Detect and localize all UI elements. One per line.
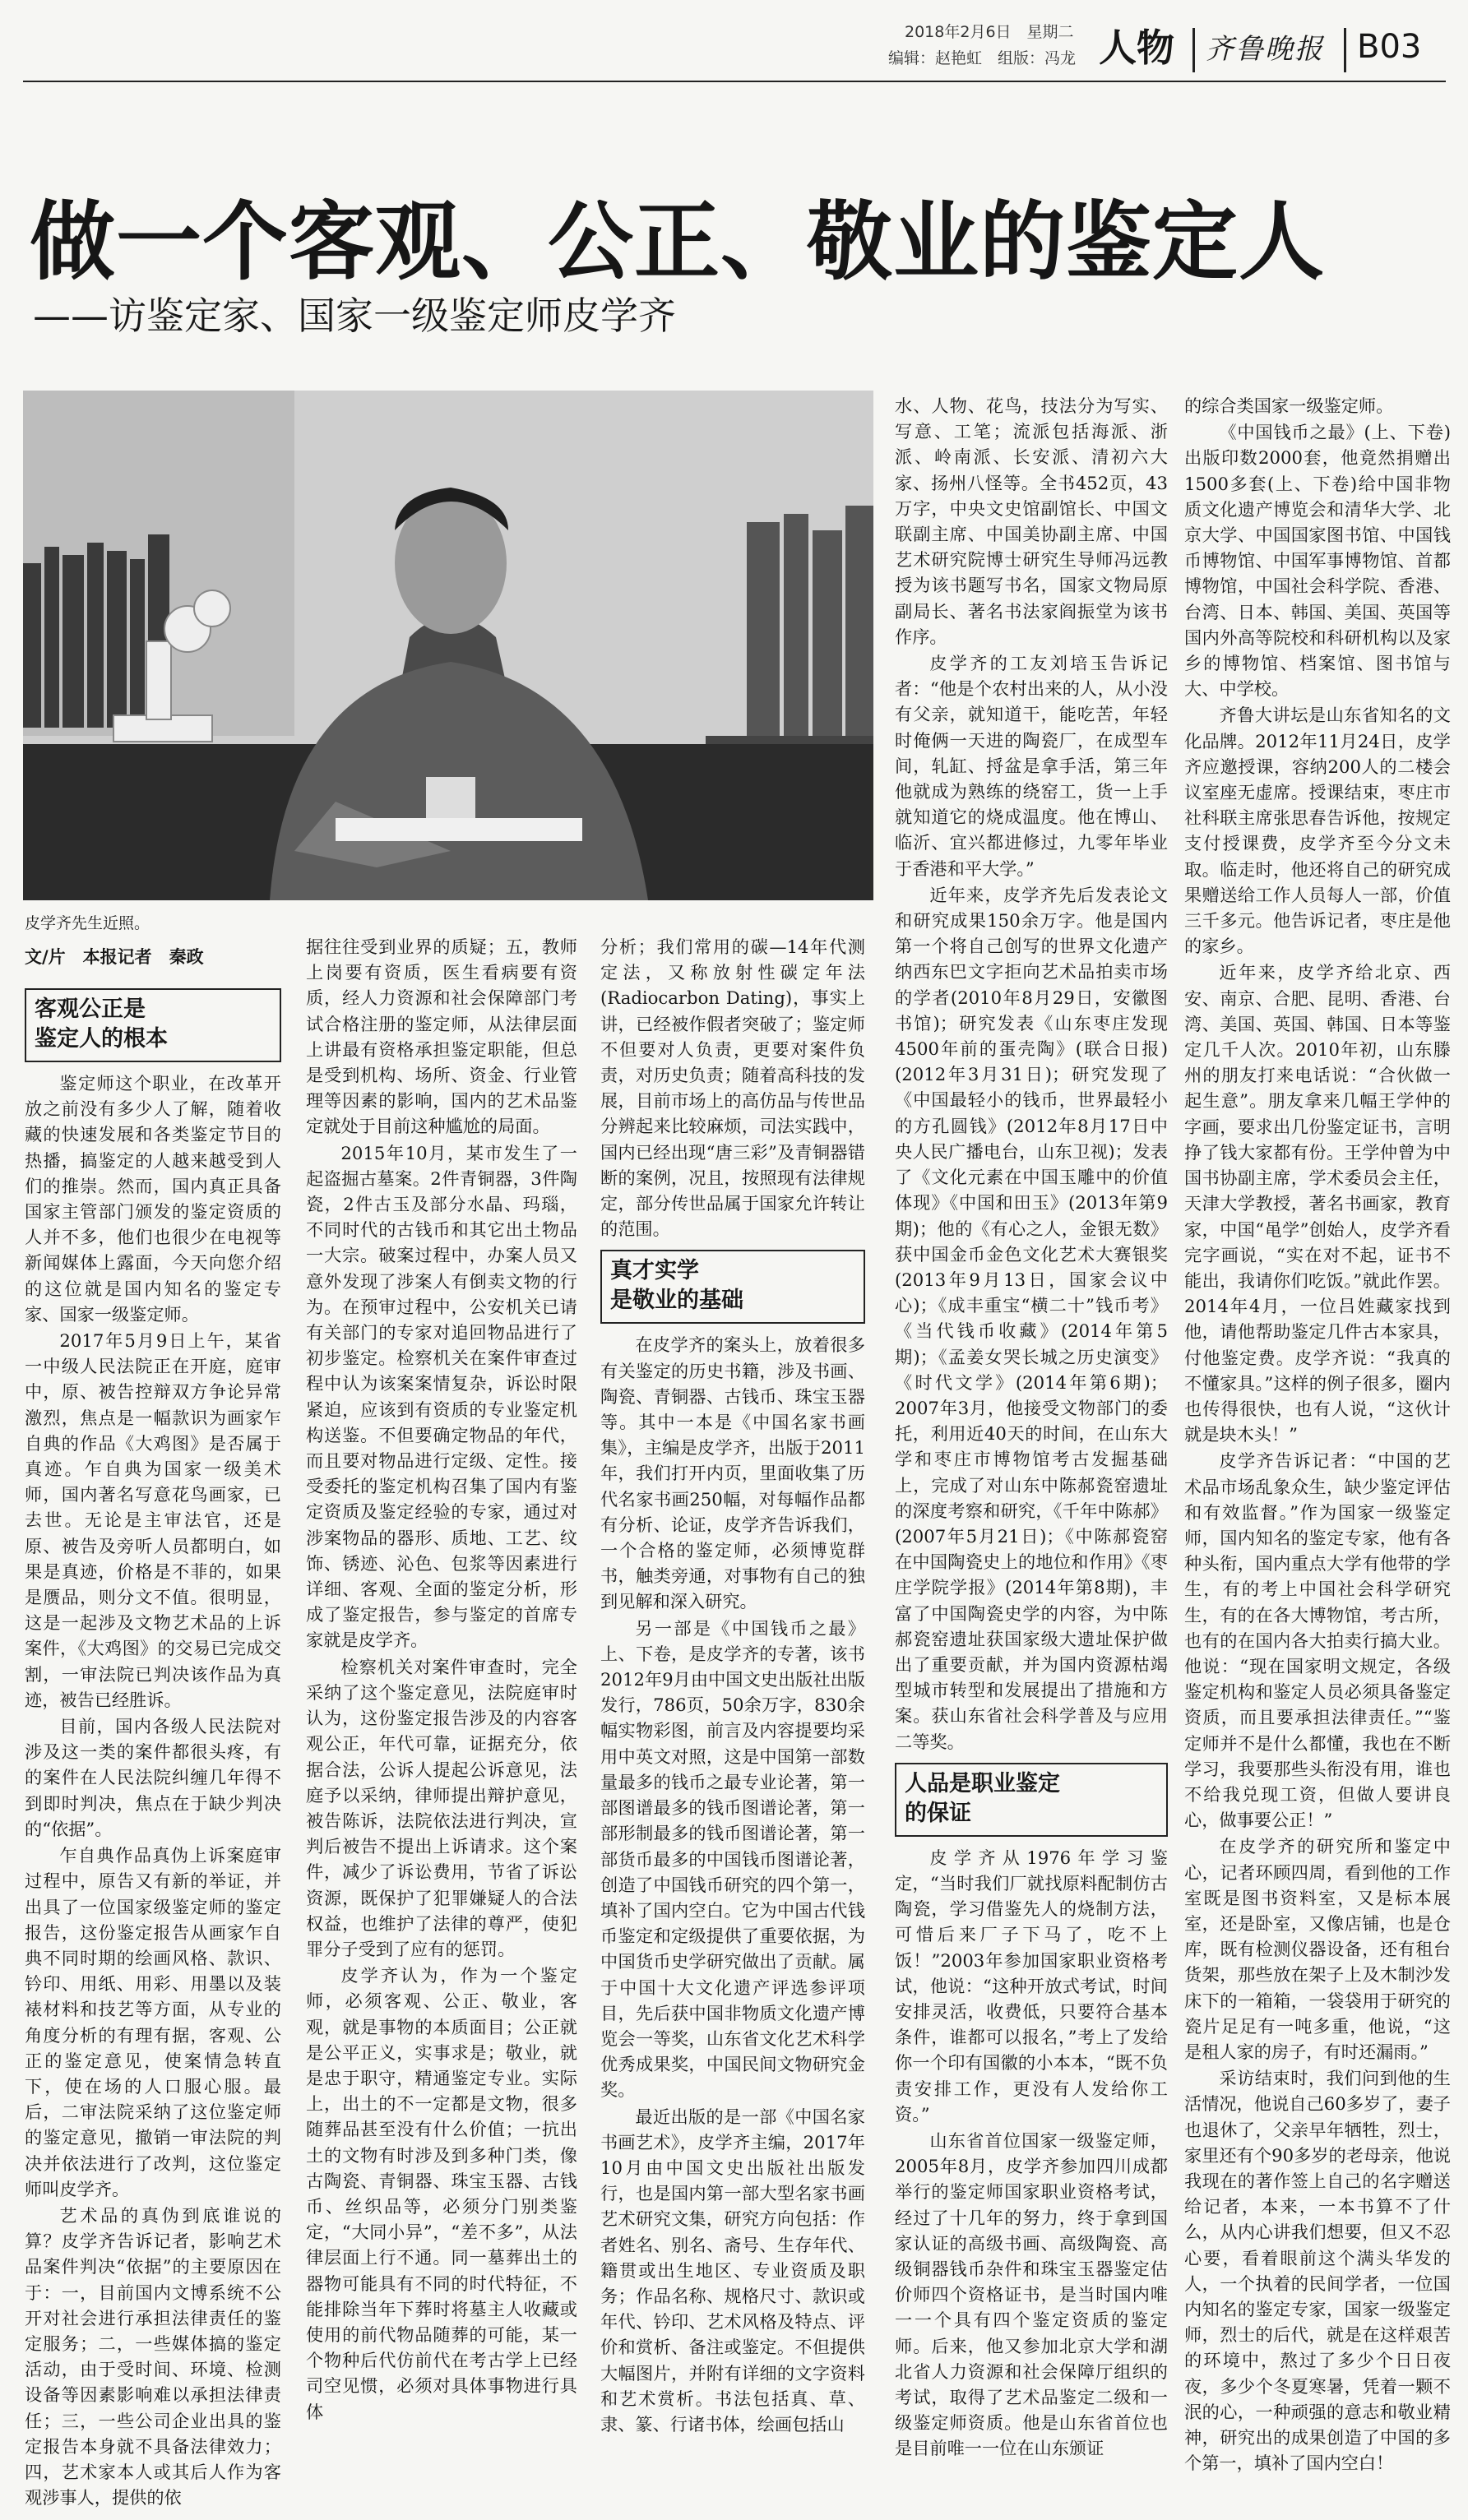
subheading-line: 客观公正是 xyxy=(35,996,146,1022)
paragraph: 2015年10月，某市发生了一起盗掘古墓案。2件青铜器，3件陶瓷，2件古玉及部分水晶、玛瑙，不同时代的古钱币和其它出土物品一大宗。破案过程中，办案人员又意外发现了涉案人有倒卖文物的行为。在预审过程中，公安机关已请有关部门的专家对追回物品进行了初步鉴定。检察机关在案件审查过程中认为该案案情复杂，诉讼时限紧迫，应该到有资质的专业鉴定机构送鉴。不但要确定物品的年代，而且要对物品进行定级、定性。接受委托的鉴定机构召集了国内有鉴定资质及鉴定经验的专家，通过对涉案物品的器形、质地、工艺、纹饰、锈迹、沁色、包浆等因素进行详细、客观、全面的鉴定分析，形成了鉴定报告，参与鉴定的首席专家就是皮学齐。 xyxy=(306,1142,577,1651)
header-divider xyxy=(1192,28,1195,72)
subheading-line: 的保证 xyxy=(905,1800,971,1826)
section-name: 人物 xyxy=(1099,25,1174,70)
paragraph: 山东省首位国家一级鉴定师，2005年8月，皮学齐参加四川成都举行的鉴定师国家职业资格考试，经过了十几年的努力，终于拿到国家认证的高级书画、高级陶瓷、高级铜器钱币杂件和珠宝玉器鉴定估价师四个资格证书，是当时国内唯一一个具有四个鉴定资质的鉴定师。后来，他又参加北京大学和湖北省人力资源和社会保障厅组织的考试，取得了艺术品鉴定二级和一级鉴定师资质。他是山东省首位也是目前唯一一位在山东颁证 xyxy=(895,2130,1168,2459)
paragraph: 最近出版的是一部《中国名家书画艺术》，皮学齐主编，2017年10月由中国文史出版社出版发行，也是国内第一部大型名家书画艺术研究文集，研究方向包括：作者姓名、别名、斋号、生存年代、籍贯或出生地区、专业资质及职务；作品名称、规格尺寸、款识或年代、钤印、艺术风格及特点、评价和赏析、备注或鉴定。不但提供大幅图片，并附有详细的文字资料和艺术赏析。书法包括真、草、隶、篆、行诸书体，绘画包括山 xyxy=(600,2106,865,2434)
newspaper-name: 齐鲁晚报 xyxy=(1206,33,1324,66)
paragraph: 齐鲁大讲坛是山东省知名的文化品牌。2012年11月24日，皮学齐应邀授课，容纳200人的二楼会议室座无虚席。授课结束，枣庄市社科联主席张思春告诉他，按规定支付授课费，皮学齐至今分文未取。临走时，他还将自己的研究成果赠送给工作人员每人一部，价值三千多元。他告诉记者，枣庄是他的家乡。 xyxy=(1184,705,1451,957)
paragraph: 水、人物、花鸟，技法分为写实、写意、工笔；流派包括海派、浙派、岭南派、长安派、清初六大家、扬州八怪等。全书452页，43万字，中央文史馆副馆长、中国文联副主席、中国美协副主席、中国艺术研究院博士研究生导师冯远教授为该书题写书名，国家文物局原副局长、著名书法家阎振堂为该书作序。 xyxy=(895,395,1168,647)
paragraph: 分析；我们常用的碳—14年代测定法，又称放射性碳定年法(Radiocarbon Dating)，事实上讲，已经被作假者突破了；鉴定师不但要对人负责，更要对案件负责，对历史负责；随着高科技的发展，目前市场上的高仿品与传世品分辨起来比较麻烦，司法实践中，国内已经出现“唐三彩”及青铜器错断的案例，况且，按照现有法律规定，部分传世品属于国家允许转让的范围。 xyxy=(600,936,865,1240)
byline: 文/片 本报记者 秦政 xyxy=(25,947,204,967)
paragraph: 皮学齐从1976年学习鉴定，“当时我们厂就找原料配制仿古陶瓷，学习借鉴先人的烧制方法，可惜后来厂子下马了，吃不上饭！”2003年参加国家职业资格考试，他说：“这种开放式考试，时间安排灵活，收费低，只要符合基本条件，谁都可以报名，”考上了发给你一个印有国徽的小本本，“既不负责安排工作，更没有人发给你工资。” xyxy=(895,1847,1168,2125)
article-column-4 xyxy=(895,393,1168,2509)
headline: 做一个客观、公正、敬业的鉴定人 xyxy=(30,192,1326,292)
subheading-objective xyxy=(25,988,281,1062)
paragraph: 皮学齐认为，作为一个鉴定师，必须客观、公正、敬业，客观，就是事物的本质面目；公正就是公平正义，实事求是；敬业，就是忠于职守，精通鉴定专业。实际上，出土的不一定都是文物，很多随葬品甚至没有什么价值；一抗出土的文物有时涉及到多种门类，像古陶瓷、青铜器、珠宝玉器、古钱币、丝织品等，必须分门别类鉴定，“大同小异”，“差不多”，从法律层面上行不通。同一墓葬出土的器物可能具有不同的时代特征，不能排除当年下葬时将墓主人收藏或使用的前代物品随葬的可能，某一个物种后代仿前代在考古学上已经司空见惯，必须对具体事物进行具体 xyxy=(306,1965,577,2422)
editor-line: 编辑：赵艳虹 组版：冯龙 xyxy=(888,49,1077,67)
header-divider xyxy=(1344,28,1346,72)
sub-headline: ——访鉴定家、国家一级鉴定师皮学齐 xyxy=(33,294,676,338)
header-rule xyxy=(23,81,1446,82)
paragraph: 皮学齐的工友刘培玉告诉记者：“他是个农村出来的人，从小没有父亲，就知道干，能吃苦，年轻时俺俩一天进的陶瓷厂，在成型车间，轧缸、捋盆是拿手活，第三年他就成为熟练的绕窑工，货一上手就知道它的烧成温度。他在博山、临沂、宜兴都进修过，九零年毕业于香港和平大学。” xyxy=(895,653,1168,879)
paragraph: 艺术品的真伪到底谁说的算？皮学齐告诉记者，影响艺术品案件判决“依据”的主要原因在于：一，目前国内文博系统不公开对社会进行承担法律责任的鉴定服务；二，一些媒体搞的鉴定活动，由于受时间、环境、检测设备等因素影响难以承担法律责任；三，一些公司企业出具的鉴定报告本身就不具备法律效力；四，艺术家本人或其后人作为客观涉事人，提供的依 xyxy=(25,2204,281,2508)
paragraph: 据往往受到业界的质疑；五，教师上岗要有资质，医生看病要有资质，经人力资源和社会保障部门考试合格注册的鉴定师，从法律层面上讲最有资格承担鉴定职能，但总是受到机构、场所、资金、行业管理等因素的影响，国内的艺术品鉴定就处于目前这种尴尬的局面。 xyxy=(306,936,577,1137)
paragraph: 乍自典作品真伪上诉案庭审过程中，原告又有新的举证，并出具了一位国家级鉴定师的鉴定报告，这份鉴定报告从画家乍自典不同时期的绘画风格、款识、钤印、用纸、用彩、用墨以及装裱材料和技艺等方面，从专业的角度分析的有理有据，客观、公正的鉴定意见，使案情急转直下，使在场的人口服心服。最后，二审法院采纳了这位鉴定师的鉴定意见，撤销一审法院的判决并依法进行了改判，这位鉴定师叫皮学齐。 xyxy=(25,1845,281,2199)
paragraph: 的综合类国家一级鉴定师。 xyxy=(1184,395,1394,416)
paragraph: 近年来，皮学齐先后发表论文和研究成果150余万字。他是国内第一个将自己创写的世界文化遗产纳西东巴文字拒向艺术品拍卖市场的学者(2010年8月29日，安徽图书馆)；研究发表《山东枣庄发现4500年前的蛋壳陶》(联合日报)(2012年3月31日)；研究发现了《中国最轻小的钱币，世界最轻小的方孔圆钱》(2012年8月17日中央人民广播电台，山东卫视)；发表了《文化元素在中国玉雕中的价值体现》《中国和田玉》(2013年第9期)；他的《有心之人，金银无数》获中国金币金色文化艺术大赛银奖(2013年9月13日，国家会议中心)；《成丰重宝“横二十”钱币考》《当代钱币收藏》(2014年第5期)；《孟姜女哭长城之历史演变》《时代文学》(2014年第6期)；2007年3月，他接受文物部门的委托，利用近40天的时间，在山东大学和枣庄市博物馆考古发掘基础上，完成了对山东中陈郝瓷窑遗址的深度考察和研究，《千年中陈郝》(2007年5月21日)；《中陈郝瓷窑在中国陶瓷史上的地位和作用》《枣庄学院学报》(2014年第8期)，丰富了中国陶瓷史学的内容，为中陈郝瓷窑遗址获国家级大遗址保护做出了重要贡献，并为国内资源枯竭型城市转型和发展提出了措施和方案。获山东省社会科学普及与应用二等奖。 xyxy=(895,884,1168,1752)
paragraph: 在皮学齐的研究所和鉴定中心，记者环顾四周，看到他的工作室既是图书资料室，又是标本展室，还是卧室，又像店铺，也是仓库，既有检测仪器设备，还有租台货架，那些放在架子上及木制沙发床下的一箱箱，一袋袋用于研究的瓷片足足有一吨多重，他说，“这是租人家的房子，有时还漏雨。” xyxy=(1184,1836,1451,2062)
paragraph: 皮学齐告诉记者：“中国的艺术品市场乱象众生，缺少鉴定评估和有效监督。”作为国家一级鉴定师，国内知名的鉴定专家，他有各种头衔，国内重点大学有他带的学生，有的考上中国社会科学研究生，有的在各大博物馆，考古所，也有的在国内各大拍卖行搞大业。他说：“现在国家明文规定，各级鉴定机构和鉴定人员必须具备鉴定资质，而且要承担法律责任。”“鉴定师并不是什么都懂，我也在不断学习，我要那些头衔没有用，谁也不给我兑现工资，但做人要讲良心，做事要公正！” xyxy=(1184,1450,1451,1831)
subheading-line: 人品是职业鉴定 xyxy=(905,1770,1060,1796)
subheading-line: 鉴定人的根本 xyxy=(35,1026,168,1052)
paragraph: 检察机关对案件审查时，完全采纳了这个鉴定意见，法院庭审时认为，这份鉴定报告涉及的内容客观公正，年代可靠，证据充分，依据合法，公诉人提起公诉意见，法庭予以采纳，律师提出辩护意见，被告陈诉，法院依法进行判决，宣判后被告不提出上诉请求。这个案件，减少了诉讼费用，节省了诉讼资源，既保护了犯罪嫌疑人的合法权益，也维护了法律的尊严，使犯罪分子受到了应有的惩罚。 xyxy=(306,1656,577,1959)
paragraph: 近年来，皮学齐给北京、西安、南京、合肥、昆明、香港、台湾、美国、英国、韩国、日本等鉴定几千人次。2010年初，山东滕州的朋友打来电话说：“合伙做一起生意”。朋友拿来几幅王学仲的字画，要求出几份鉴定证书，言明挣了钱大家都有份。王学仲曾为中国书协副主席，学术委员会主任，天津大学教授，著名书画家，教育家，中国“黾学”创始人，皮学齐看完字画说，“实在对不起，证书不能出，我请你们吃饭。”就此作罢。2014年4月，一位吕姓藏家找到他，请他帮助鉴定几件古本家具，付他鉴定费。皮学齐说：“我真的不懂家具。”这样的例子很多，圈内也传得很快，也有人说，“这伙计就是块木头！” xyxy=(1184,962,1451,1445)
subheading-character xyxy=(895,1763,1168,1837)
paragraph: 《中国钱币之最》(上、下卷)出版印数2000套，他竟然捐赠出1500多套(上、下卷)给中国非物质文化遗产博览会和清华大学、北京大学、中国国家图书馆、中国钱币博物馆、中国军事博物馆、首都博物馆，中国社会科学院、香港、台湾、日本、韩国、美国、英国等国内外高等院校和科研机构以及家乡的博物馆、档案馆、图书馆与大、中学校。 xyxy=(1184,422,1451,700)
article-column-5 xyxy=(1184,393,1451,2509)
article-column-2 xyxy=(306,934,577,2509)
subheading-line: 真才实学 xyxy=(610,1258,699,1284)
article-column-3 xyxy=(600,934,865,2509)
paragraph: 目前，国内各级人民法院对涉及这一类的案件都很头疼，有的案件在人民法院纠缠几年得不到即时判决，焦点在于缺少判决的“依据”。 xyxy=(25,1716,281,1839)
subheading-talent xyxy=(600,1250,865,1324)
paragraph: 在皮学齐的案头上，放着很多有关鉴定的历史书籍，涉及书画、陶瓷、青铜器、古钱币、珠宝玉器等。其中一本是《中国名家书画集》，主编是皮学齐，出版于2011年，我们打开内页，里面收集了历代名家书画250幅，对每幅作品都有分析、论证，皮学齐告诉我们，一个合格的鉴定师，必须博览群书，触类旁通，对事物有自己的独到见解和深入研究。 xyxy=(600,1334,865,1612)
portrait-photo xyxy=(23,391,873,900)
portrait-illustration xyxy=(23,391,873,900)
subheading-line: 是敬业的基础 xyxy=(610,1288,743,1314)
page-number: B03 xyxy=(1357,28,1422,66)
paragraph: 鉴定师这个职业，在改革开放之前没有多少人了解，随着收藏的快速发展和各类鉴定节目的热播，搞鉴定的人越来越受到人们的推崇。然而，国内真正具备国家主管部门颁发的鉴定资质的人并不多，他们也很少在电视等新闻媒体上露面，今天向您介绍的这位就是国内知名的鉴定专家、国家一级鉴定师。 xyxy=(25,1073,281,1325)
photo-caption: 皮学齐先生近照。 xyxy=(25,914,151,932)
paragraph: 2017年5月9日上午，某省一中级人民法院正在开庭，庭审中，原、被告控辩双方争论异常激烈，焦点是一幅款识为画家乍自典的作品《大鸡图》是否属于真迹。乍自典为国家一级美术师，国内著名写意花鸟画家，已去世。无论是主审法官，还是原、被告及旁听人员都明白，如果是真迹，价格是不菲的，如果是赝品，则分文不值。很明显，这是一起涉及文物艺术品的上诉案件，《大鸡图》的交易已完成交割，一审法院已判决该作品为真迹，被告已经胜诉。 xyxy=(25,1330,281,1710)
issue-date: 2018年2月6日 星期二 xyxy=(905,23,1074,41)
paragraph: 另一部是《中国钱币之最》上、下卷，是皮学齐的专著，该书2012年9月由中国文史出版社出版发行，786页，50余万字，830余幅实物彩图，前言及内容提要均采用中英文对照，这是中国第一部数量最多的钱币之最专业论著，第一部图谱最多的钱币图谱论著，第一部形制最多的钱币图谱论著，第一部货币最多的中国钱币图谱论著，创造了中国钱币研究的四个第一，填补了国内空白。它为中国古代钱币鉴定和定级提供了重要依据，为中国货币史学研究做出了贡献。属于中国十大文化遗产评选参评项目，先后获中国非物质文化遗产博览会一等奖，山东省文化艺术科学优秀成果奖，中国民间文物研究金奖。 xyxy=(600,1617,865,2101)
article-column-1 xyxy=(25,980,281,2509)
paragraph: 采访结束时，我们问到他的生活情况，他说自己60多岁了，妻子也退休了，父亲早年牺牲，烈士，家里还有个90多岁的老母亲，他说我现在的著作签上自己的名字赠送给记者，本来，一本书算不了什么，从内心讲我们想要，但又不忍心要，看着眼前这个满头华发的人，一个执着的民间学者，一位国内知名的鉴定专家，国家一级鉴定师，烈士的后代，就是在这样艰苦的环境中，熬过了多少个日日夜夜，多少个冬夏寒暑，凭着一颗不泯的心，一种顽强的意志和敬业精神，研究出的成果创造了中国的多个第一，填补了国内空白！ xyxy=(1184,2068,1451,2474)
